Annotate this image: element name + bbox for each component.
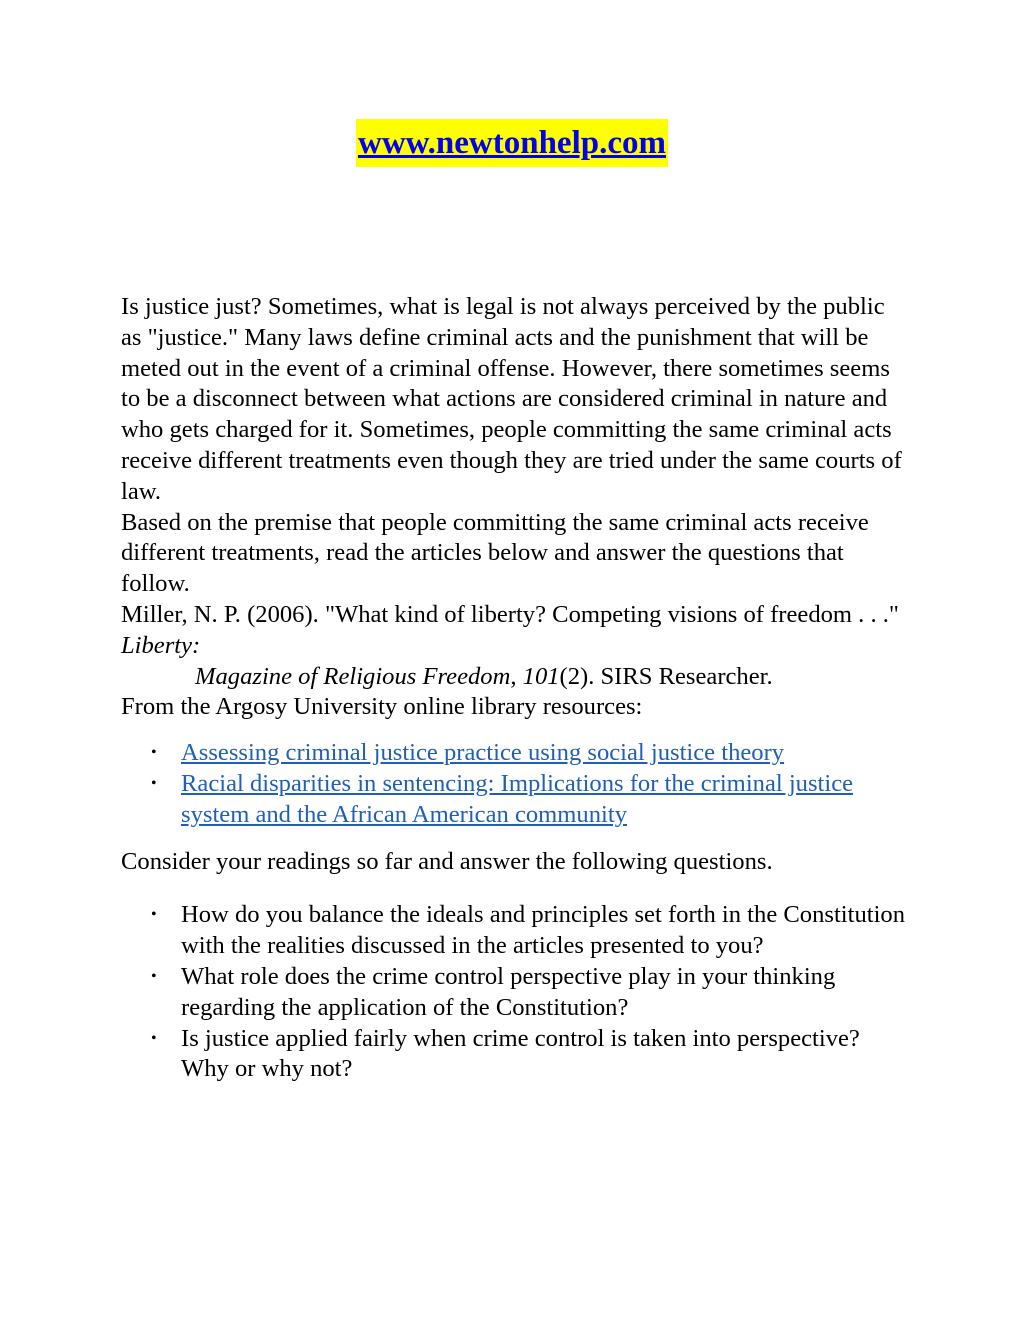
citation-sep: , — [510, 662, 523, 690]
header — [0, 119, 1024, 167]
citation-continued — [121, 662, 911, 693]
bullet-icon: • — [151, 906, 157, 924]
bullet-icon: • — [151, 1029, 157, 1047]
list-item — [151, 738, 911, 769]
citation-journal-part2: Magazine of Religious Freedom — [195, 662, 511, 690]
citation-journal-part1: Liberty: — [121, 631, 201, 659]
bullet-icon: • — [151, 967, 157, 985]
citation-volume: 101 — [522, 662, 560, 690]
list-item — [151, 900, 911, 962]
question-text: Is justice applied fairly when crime control is taken into perspective? Why or why not? — [181, 1024, 860, 1083]
article-link-list — [121, 738, 911, 830]
intro-paragraph: Is justice just? Sometimes, what is legal is not always perceived by the public as "justice." Many laws define criminal acts and the punishment that will be meted out in the event of a criminal offense. However, there sometimes seems to be a disconnect between what actions are considered criminal in nature and who gets charged for it. Sometimes, people committing the same criminal acts receive different treatments even though they are tried under the same courts of law. — [121, 293, 902, 505]
list-item — [151, 769, 911, 831]
question-text: How do you balance the ideals and principles set forth in the Constitution with the realities discussed in the articles presented to you? — [181, 901, 906, 960]
question-list — [121, 900, 911, 1085]
citation-issue: (2). SIRS Researcher. — [559, 662, 773, 690]
citation — [121, 600, 911, 662]
site-link[interactable]: www.newtonhelp.com — [356, 119, 668, 167]
bullet-icon: • — [151, 774, 157, 792]
question-text: What role does the crime control perspective play in your thinking regarding the application of the Constitution? — [181, 962, 836, 1021]
citation-prefix: Miller, N. P. (2006). "What kind of liberty? Competing visions of freedom . . ." — [121, 600, 899, 628]
article-link-racial-disparities[interactable]: Racial disparities in sentencing: Implications for the criminal justice system and the African American community — [181, 769, 854, 828]
library-intro: From the Argosy University online library resources: — [121, 693, 643, 721]
list-item — [151, 962, 911, 1024]
instruction-paragraph: Based on the premise that people committing the same criminal acts receive different treatments, read the articles below and answer the questions that follow. — [121, 508, 869, 598]
questions-intro: Consider your readings so far and answer the following questions. — [121, 847, 773, 875]
bullet-icon: • — [151, 744, 157, 762]
document-body — [121, 292, 911, 1085]
list-item — [151, 1024, 911, 1086]
article-link-social-justice[interactable]: Assessing criminal justice practice using social justice theory — [181, 739, 785, 767]
